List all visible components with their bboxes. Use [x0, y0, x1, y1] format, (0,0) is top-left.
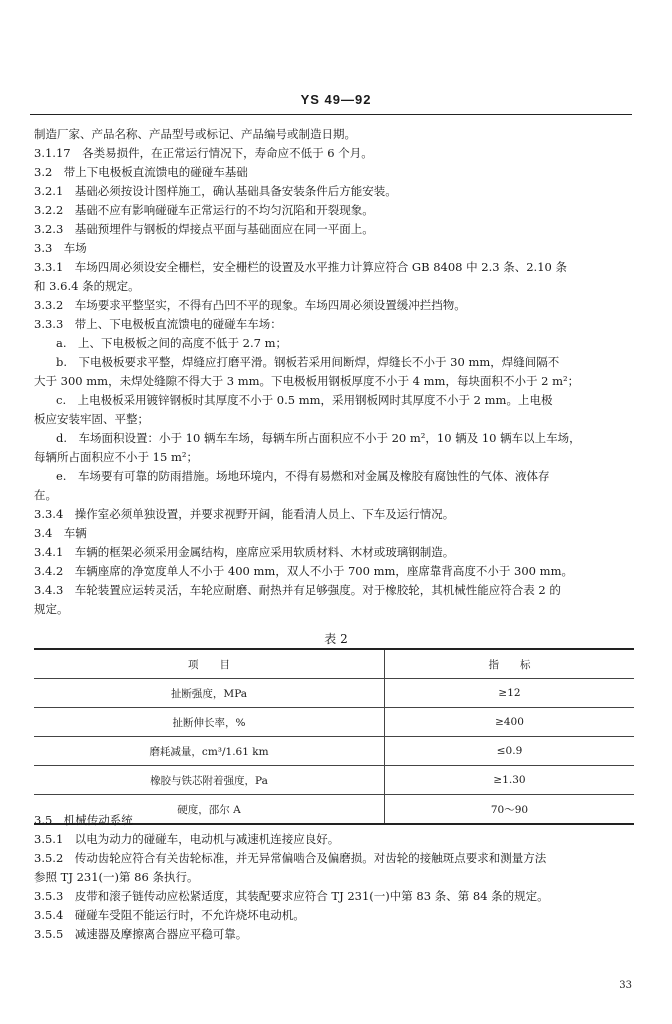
table-row — [34, 679, 634, 708]
text-line: 参照 TJ 231(一)第 86 条执行。 — [34, 870, 199, 884]
table-cell: ≤0.9 — [385, 737, 635, 766]
section-heading: 3.3 车场 — [34, 241, 87, 255]
text-line: 3.4.3 车轮装置应运转灵活，车轮应耐磨、耐热并有足够强度。对于橡胶轮，其机械性能应符合表 2 的 — [34, 583, 561, 597]
text-line: 3.1.17 各类易损件，在正常运行情况下，寿命应不低于 6 个月。 — [34, 146, 373, 160]
list-item: e. 车场要有可靠的防雨措施。场地环境内，不得有易燃和对金属及橡胶有腐蚀性的气体、液体存 — [56, 469, 550, 483]
table-cell: 磨耗减量，cm³/1.61 km — [34, 737, 385, 766]
list-item: a. 上、下电极板之间的高度不低于 2.7 m； — [56, 336, 288, 350]
column-header-index: 指 标 — [385, 649, 635, 679]
table-cell: ≥1.30 — [385, 766, 635, 795]
table-cell: 扯断强度，MPa — [34, 679, 385, 708]
text-line: 3.5.2 传动齿轮应符合有关齿轮标准，并无异常偏啮合及偏磨损。对齿轮的接触斑点要求和测量方法 — [34, 851, 547, 865]
table-cell: 扯断伸长率，% — [34, 708, 385, 737]
text-line: 3.5.1 以电为动力的碰碰车，电动机与减速机连接应良好。 — [34, 832, 340, 846]
text-line: 和 3.6.4 条的规定。 — [34, 279, 140, 293]
text-line: 3.3.4 操作室必须单独设置，并要求视野开阔，能看清人员上、下车及运行情况。 — [34, 507, 455, 521]
list-item: c. 上电极板采用镀锌钢板时其厚度不小于 0.5 mm，采用钢板网时其厚度不小于 2 mm。上电极 — [56, 393, 553, 407]
table-row — [34, 766, 634, 795]
text-line: 3.4.2 车辆座席的净宽度单人不小于 400 mm，双人不小于 700 mm，座席靠背高度不小于 300 mm。 — [34, 564, 573, 578]
table-header-row — [34, 649, 634, 679]
table-cell: 橡胶与铁芯附着强度，Pa — [34, 766, 385, 795]
text-line: 3.2.2 基础不应有影响碰碰车正常运行的不均匀沉陷和开裂现象。 — [34, 203, 374, 217]
table-cell: ≥12 — [385, 679, 635, 708]
text-line: 3.5.4 碰碰车受阻不能运行时，不允许烧坏电动机。 — [34, 908, 305, 922]
text-line: 规定。 — [34, 602, 69, 616]
table-caption: 表 2 — [324, 632, 348, 646]
text-line: 3.2.1 基础必须按设计图样施工，确认基础具备安装条件后方能安装。 — [34, 184, 397, 198]
text-line: 3.3.1 车场四周必须设安全栅栏，安全栅栏的设置及水平推力计算应符合 GB 8408 中 2.3 条、2.10 条 — [34, 260, 567, 274]
text-line: 3.5.3 皮带和滚子链传动应松紧适度，其装配要求应符合 TJ 231(一)中第 83 条、第 84 条的规定。 — [34, 889, 549, 903]
list-item: d. 车场面积设置：小于 10 辆车车场，每辆车所占面积应不小于 20 m²，10 辆及 10 辆车以上车场， — [56, 431, 581, 445]
section-heading: 3.4 车辆 — [34, 526, 87, 540]
text-line: 大于 300 mm，未焊处缝隙不得大于 3 mm。下电极板用钢板厚度不小于 4 mm，每块面积不小于 2 m²； — [34, 374, 580, 388]
table-cell: 70～90 — [385, 795, 635, 825]
column-header-item: 项 目 — [34, 649, 385, 679]
table-cell: ≥400 — [385, 708, 635, 737]
text-line: 3.5.5 减速器及摩擦离合器应平稳可靠。 — [34, 927, 248, 941]
table-cell: 硬度，邵尔 A — [34, 795, 385, 825]
properties-table — [34, 648, 634, 825]
text-line: 每辆所占面积应不小于 15 m²； — [34, 450, 198, 464]
text-line: 制造厂家、产品名称、产品型号或标记、产品编号或制造日期。 — [34, 127, 356, 141]
text-line: 3.3.3 带上、下电极板直流馈电的碰碰车车场： — [34, 317, 282, 331]
text-line: 3.4.1 车辆的框架必须采用金属结构，座席应采用软质材料、木材或玻璃钢制造。 — [34, 545, 455, 559]
header-rule — [30, 114, 632, 115]
section-heading: 3.2 带上下电极板直流馈电的碰碰车基础 — [34, 165, 248, 179]
list-item: b. 下电极板要求平整，焊缝应打磨平滑。钢板若采用间断焊，焊缝长不小于 30 mm，焊缝间隔不 — [56, 355, 560, 369]
section-heading: 3.5 机械传动系统 — [34, 813, 133, 827]
text-line: 板应安装牢固、平整； — [34, 412, 149, 426]
table-row — [34, 708, 634, 737]
page-number: 33 — [619, 980, 632, 991]
text-line: 3.2.3 基础预埋件与钢板的焊接点平面与基础面应在同一平面上。 — [34, 222, 374, 236]
text-line: 3.3.2 车场要求平整坚实，不得有凸凹不平的现象。车场四周必须设置缓冲拦挡物。 — [34, 298, 466, 312]
table-row — [34, 737, 634, 766]
text-line: 在。 — [34, 488, 57, 502]
standard-code-header: YS 49—92 — [300, 92, 372, 107]
